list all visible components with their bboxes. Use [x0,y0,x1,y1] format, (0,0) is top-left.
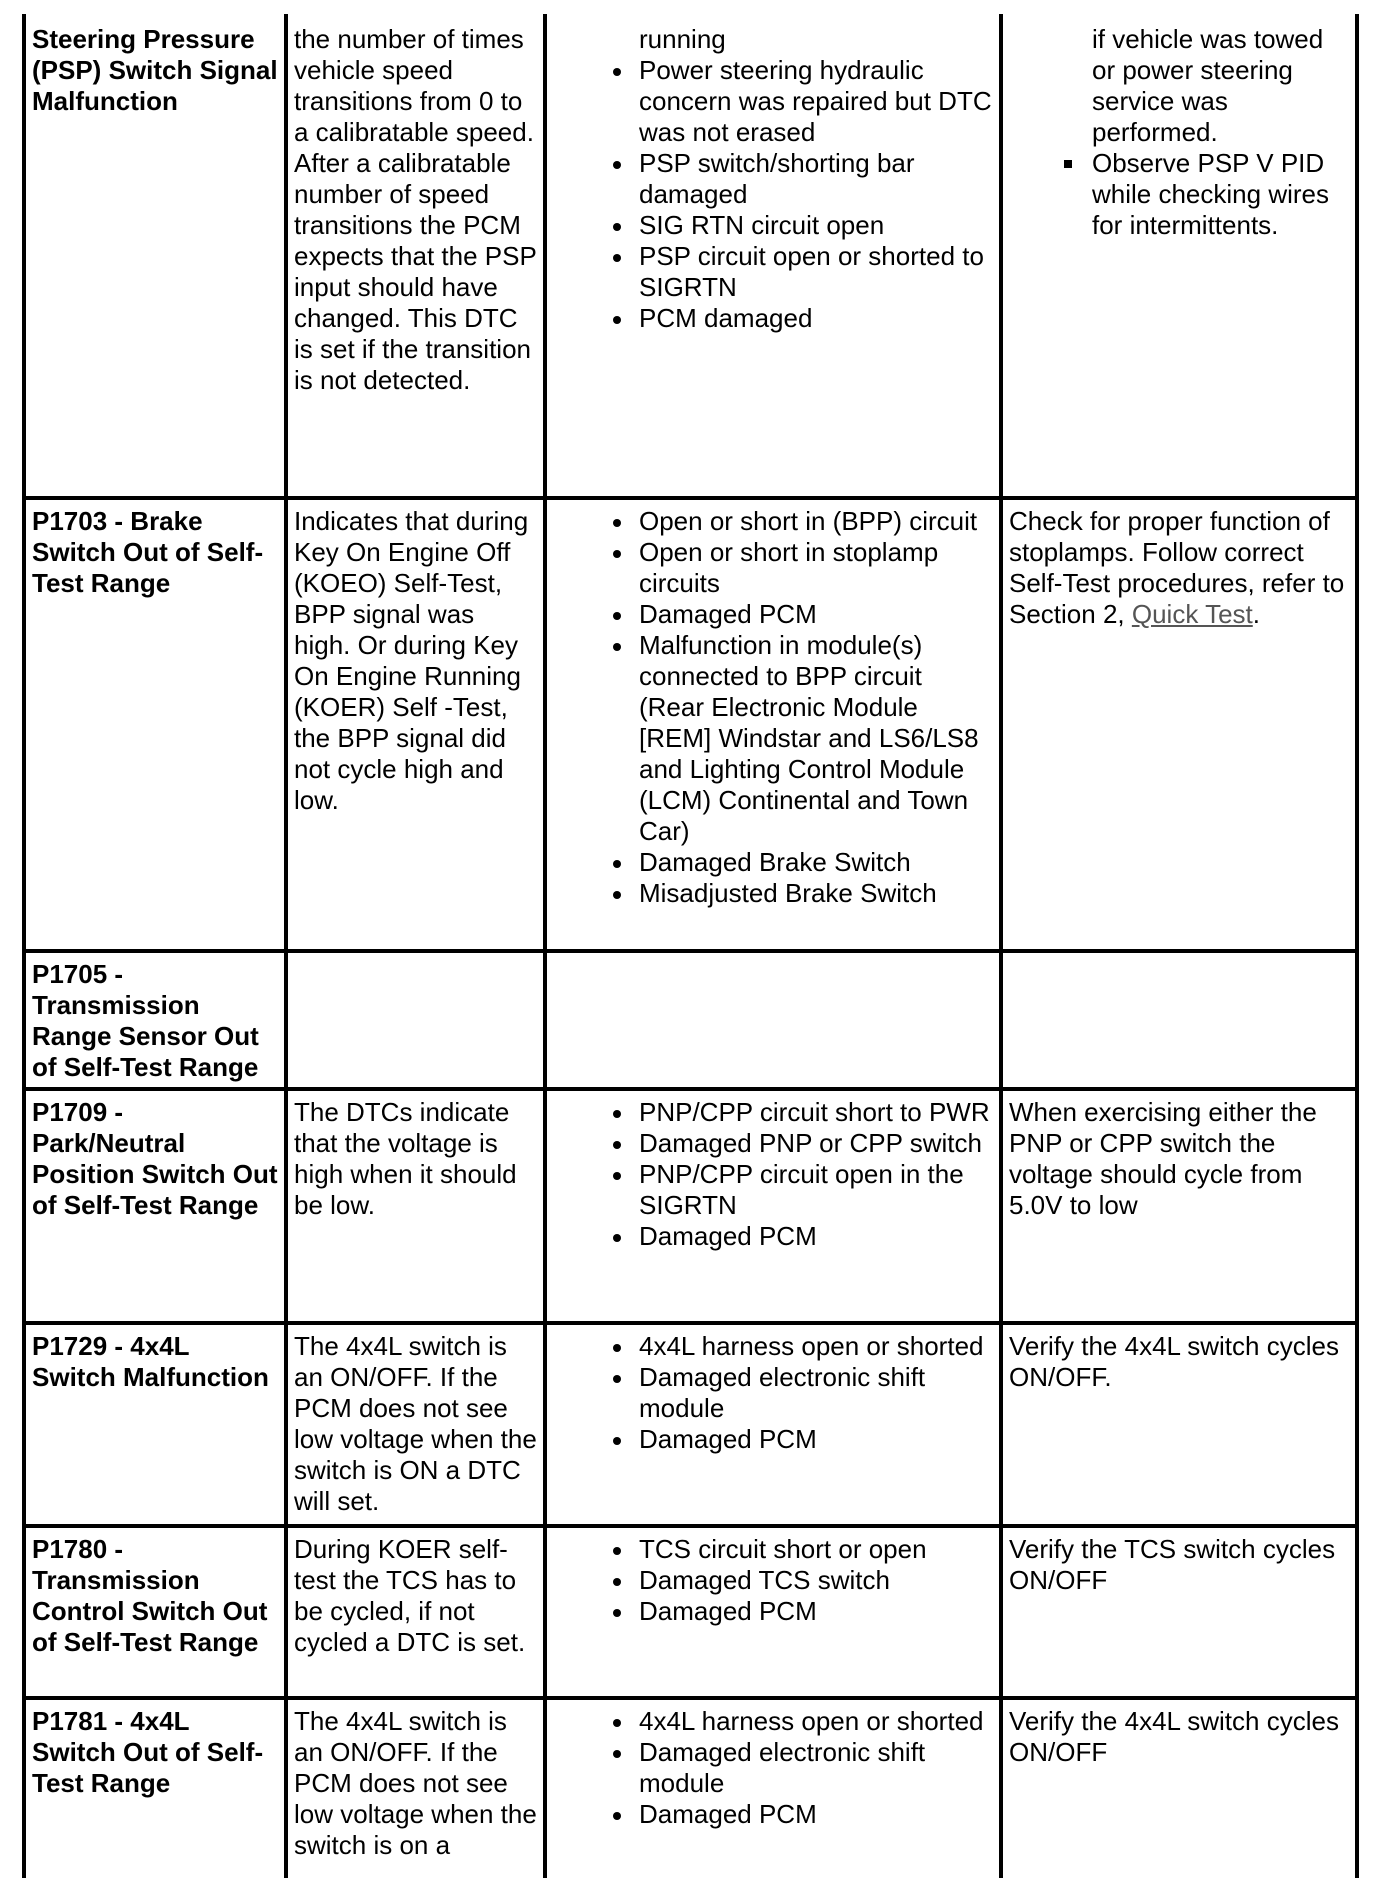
action-text-end: . [1252,599,1260,629]
possible-causes [545,498,1001,951]
diagnostic-action: When exercising either the PNP or CPP switch the voltage should cycle from 5.0V to low [1001,1089,1357,1323]
action-item: Observe PSP V PID while checking wires for intermittents. [1092,148,1349,241]
cause-item: Damaged PNP or CPP switch [639,1128,993,1159]
cause-item: Open or short in (BPP) circuit [639,506,993,537]
diagnostic-action [1001,951,1357,1089]
cause-item: 4x4L harness open or shorted [639,1331,993,1362]
cause-item: Damaged PCM [639,1424,993,1455]
dtc-description: The DTCs indicate that the voltage is high when it should be low. [286,1089,545,1323]
dtc-code: P1780 - Transmission Control Switch Out of Self-Test Range [24,1526,286,1698]
diagnostic-action: Verify the TCS switch cycles ON/OFF [1001,1526,1357,1698]
dtc-description [286,951,545,1089]
cause-item: PSP switch/shorting bar damaged [639,148,993,210]
dtc-code: Steering Pressure (PSP) Switch Signal Malfunction [24,14,286,498]
cause-item: Damaged electronic shift module [639,1737,993,1799]
cause-item: Misadjusted Brake Switch [639,878,993,909]
quick-test-link[interactable]: Quick Test [1131,599,1253,629]
table-row [24,498,1357,951]
cause-item: 4x4L harness open or shorted [639,1706,993,1737]
possible-causes [545,1089,1001,1323]
table-row [24,1526,1357,1698]
table-row [24,1698,1357,1878]
diagnostic-action: Verify the 4x4L switch cycles ON/OFF [1001,1698,1357,1878]
table-row [24,14,1357,498]
action-text: Check for proper function of stoplamps. Follow correct Self-Test procedures, refer to Section 2, [1009,506,1345,629]
table-row [24,1323,1357,1526]
dtc-code: P1709 - Park/Neutral Position Switch Out of Self-Test Range [24,1089,286,1323]
dtc-table [22,14,1359,1878]
table-row [24,951,1357,1089]
cause-item: Damaged Brake Switch [639,847,993,878]
table-row [24,1089,1357,1323]
dtc-code: P1705 - Transmission Range Sensor Out of Self-Test Range [24,951,286,1089]
cause-item: SIG RTN circuit open [639,210,993,241]
possible-causes [545,1526,1001,1698]
cause-item: Damaged PCM [639,1799,993,1830]
cause-item: PSP circuit open or shorted to SIGRTN [639,241,993,303]
possible-causes [545,1698,1001,1878]
cause-item: Damaged PCM [639,1221,993,1252]
dtc-code: P1729 - 4x4L Switch Malfunction [24,1323,286,1526]
cause-item: Damaged electronic shift module [639,1362,993,1424]
cause-item: Damaged PCM [639,1596,993,1627]
diagnostic-action [1001,498,1357,951]
dtc-description: Indicates that during Key On Engine Off (KOEO) Self-Test, BPP signal was high. Or during Key On Engine Running (KOER) Self -Test, the BPP signal did not cycle high and low. [286,498,545,951]
cause-item: Damaged PCM [639,599,993,630]
cause-item: TCS circuit short or open [639,1534,993,1565]
dtc-code: P1703 - Brake Switch Out of Self-Test Range [24,498,286,951]
dtc-description: The 4x4L switch is an ON/OFF. If the PCM does not see low voltage when the switch is on a [286,1698,545,1878]
possible-causes [545,14,1001,498]
dtc-description: During KOER self-test the TCS has to be cycled, if not cycled a DTC is set. [286,1526,545,1698]
dtc-description: The 4x4L switch is an ON/OFF. If the PCM does not see low voltage when the switch is ON a DTC will set. [286,1323,545,1526]
cause-item: Damaged TCS switch [639,1565,993,1596]
cause-item: running [639,24,726,54]
cause-item: PNP/CPP circuit short to PWR [639,1097,993,1128]
possible-causes [545,951,1001,1089]
cause-item: Malfunction in module(s) connected to BPP circuit (Rear Electronic Module [REM] Windstar and LS6/LS8 and Lighting Control Module (LCM) Continental and Town Car) [639,630,993,847]
cause-item: PCM damaged [639,303,993,334]
cause-item: Power steering hydraulic concern was repaired but DTC was not erased [639,55,992,147]
diagnostic-action [1001,14,1357,498]
diagnostic-action: Verify the 4x4L switch cycles ON/OFF. [1001,1323,1357,1526]
possible-causes [545,1323,1001,1526]
action-text: if vehicle was towed or power steering service was performed. [1092,24,1324,147]
dtc-description: the number of times vehicle speed transitions from 0 to a calibratable speed. After a calibratable number of speed transitions the PCM expects that the PSP input should have changed. This DTC is set if the transition is not detected. [286,14,545,498]
cause-item: Open or short in stoplamp circuits [639,537,993,599]
cause-item: PNP/CPP circuit open in the SIGRTN [639,1159,993,1221]
dtc-code: P1781 - 4x4L Switch Out of Self-Test Range [24,1698,286,1878]
